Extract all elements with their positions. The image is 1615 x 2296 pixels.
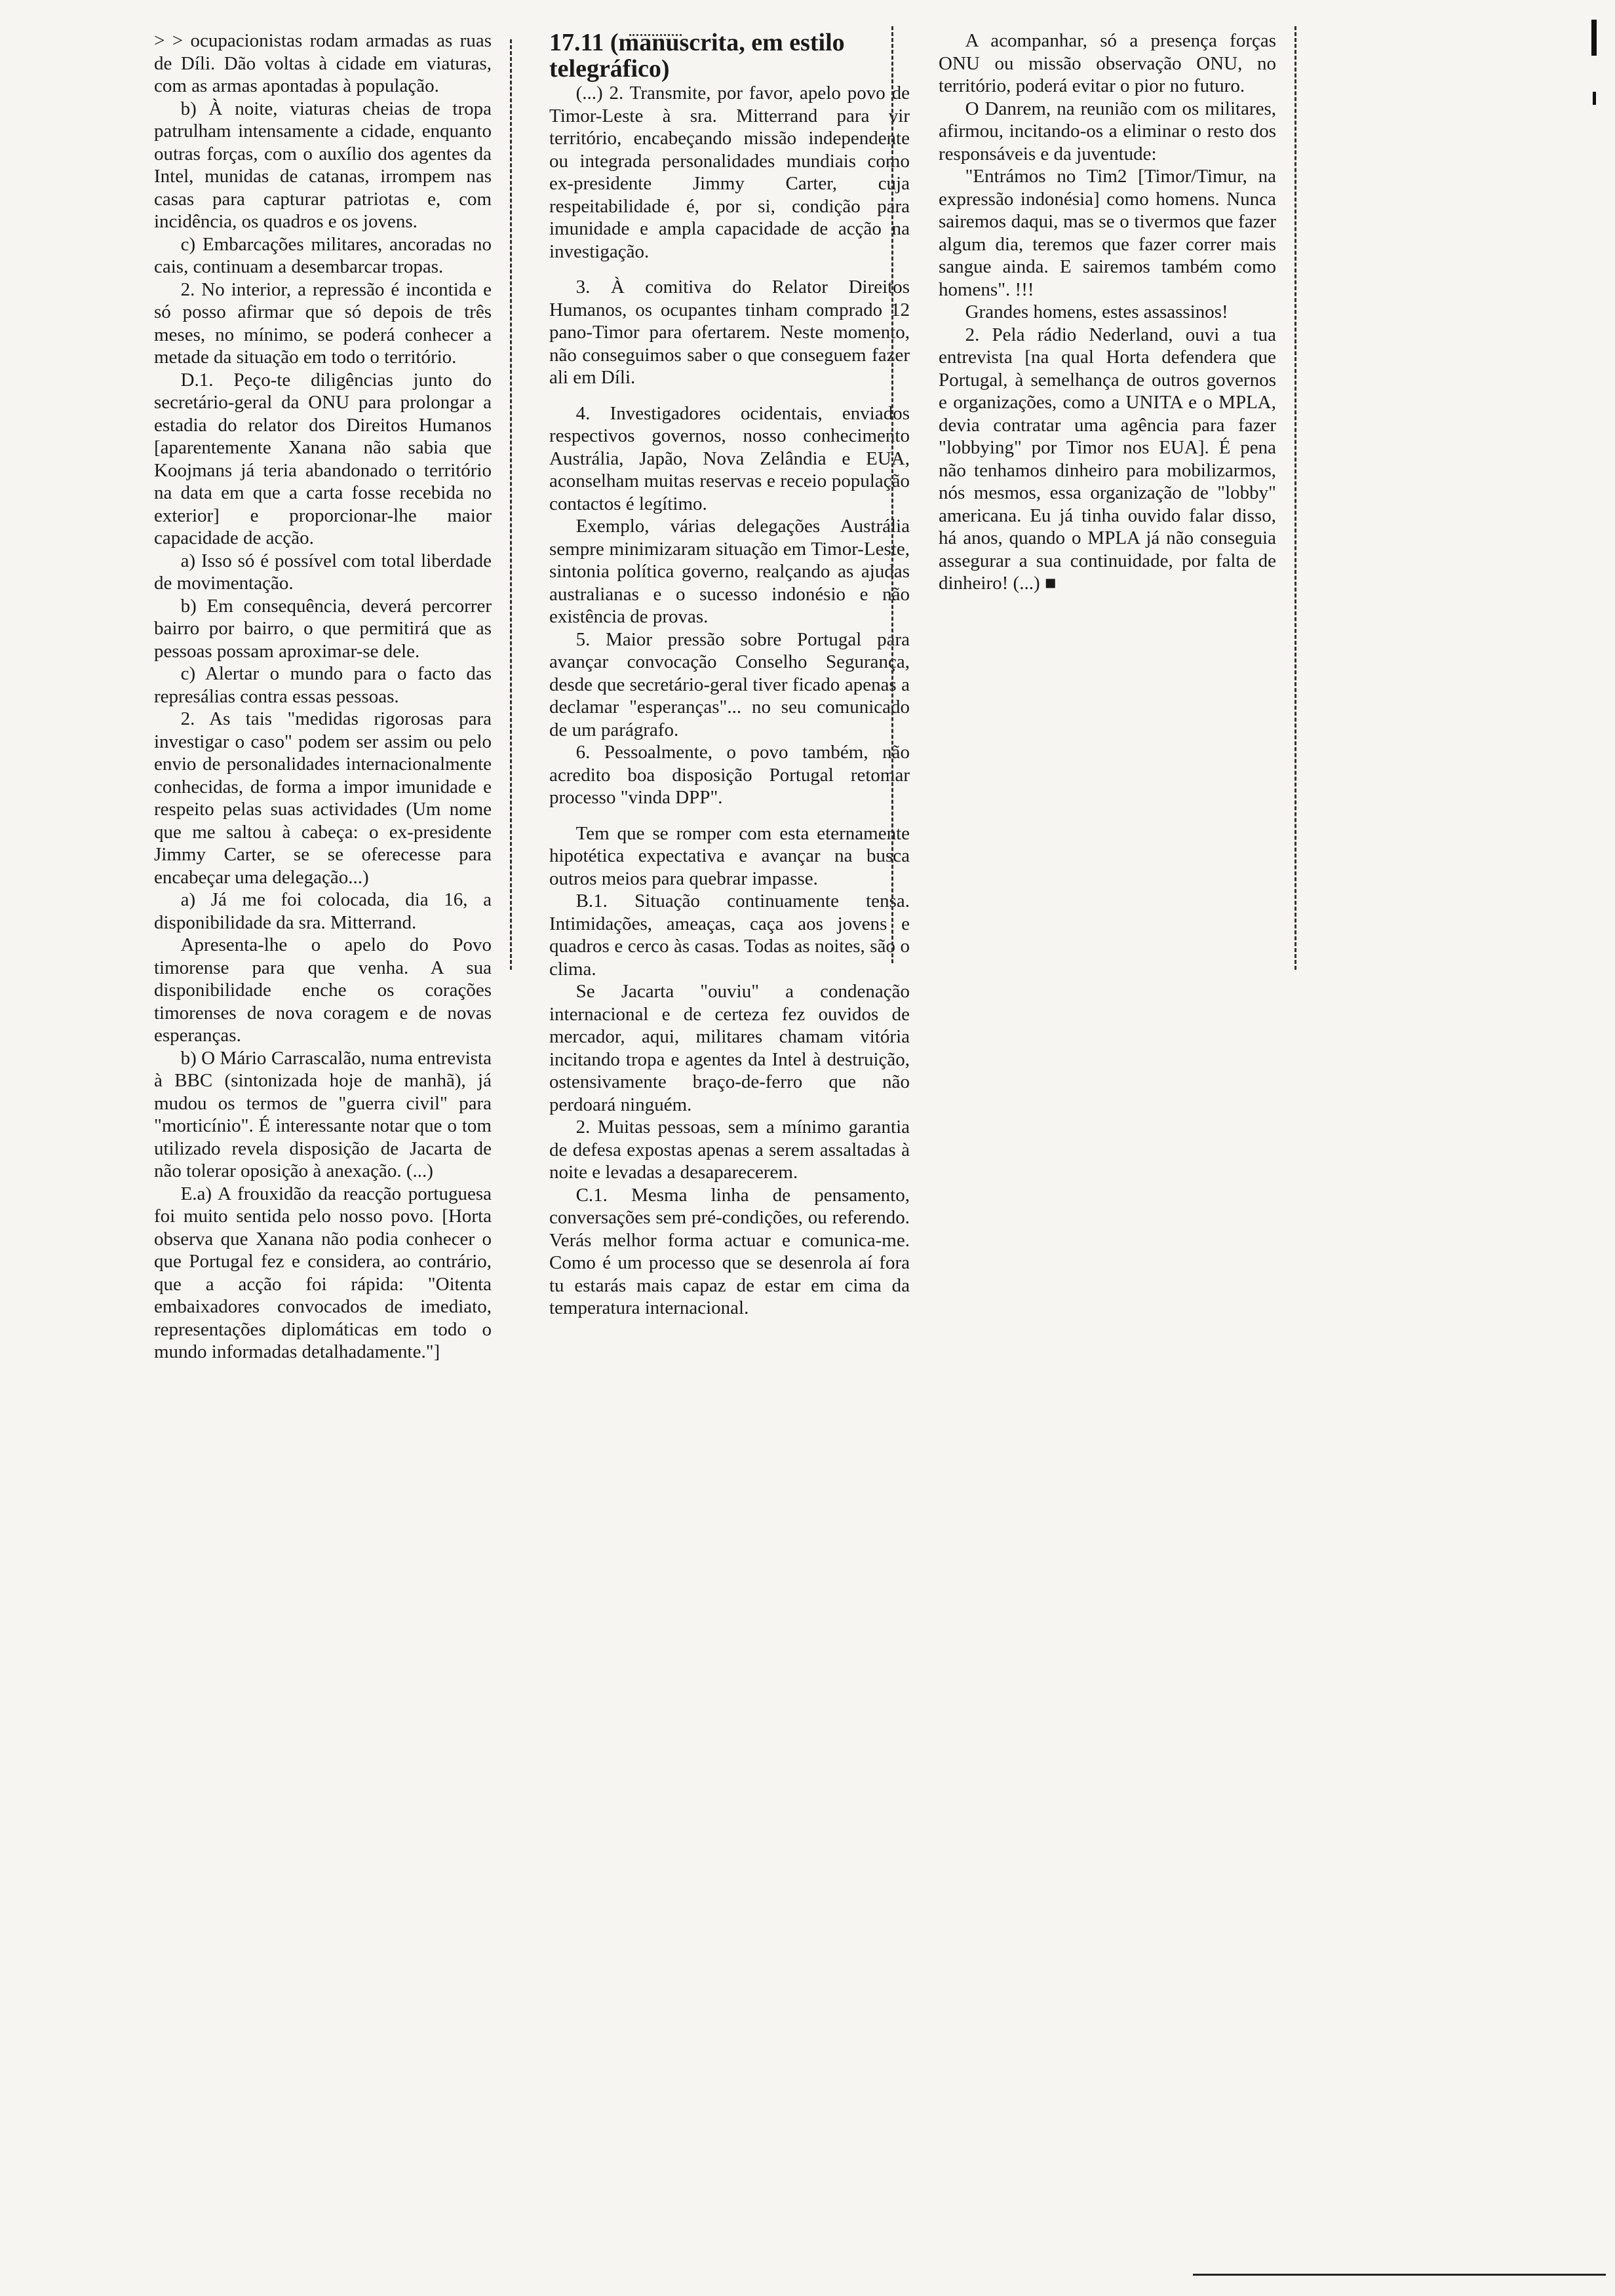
paragraph: "Entrámos no Tim2 [Timor/Timur, na expressão indonésia] como homens. Nunca sairemos daqui, mas se o tivermos que fazer algum dia, teremos que fazer correr mais sangue ainda. E sairemos também como homens". !!! [939,166,1276,300]
paragraph: 3. À comitiva do Relator Direitos Humanos, os ocupantes tinham comprado 12 pano-Timor para ofertarem. Neste momento, não conseguimos saber o que conseguem fazer ali em Díli. [549,277,910,388]
paragraph: 5. Maior pressão sobre Portugal para avançar convocação Conselho Segurança, desde que secretário-geral tiver ficado apenas a declamar "esperanças"... no seu comunicado de um parágrafo. [549,628,910,740]
paragraph: 2. As tais "medidas rigorosas para investigar o caso" podem ser assim ou pelo envio de personalidades internacionalmente conhecidas, de forma a impor imunidade e respeito pelas suas actividades (Um nome que me saltou à cabeça: o ex-presidente Jimmy Carter, se se oferecesse para encabeçar uma delegação...) [154,708,492,888]
paragraph: A acompanhar, só a presença forças ONU ou missão observação ONU, no território, poderá evitar o pior no futuro. [939,30,1276,96]
paragraph: Exemplo, várias delegações Austrália sempre minimizaram situação em Timor-Leste, sintonia política governo, realçando as ajudas australianas e o sucesso indonésio e não existência de provas. [549,516,910,627]
paragraph: (...) 2. Transmite, por favor, apelo povo de Timor-Leste à sra. Mitterrand para vir território, encabeçando missão independente ou integrada personalidades mundiais como ex-presidente Jimmy Carter, cuja respeitabilidade é, por si, condição para imunidade e ampla capacidade de acção na investigação. [549,83,910,262]
section-heading: 17.11 (manuscrita, em estilo telegráfico) [549,29,845,83]
text-column-2 [549,29,910,1320]
text-column-3 [939,29,1276,595]
paragraph: 2. No interior, a repressão é incontida e só posso afirmar que só depois de três meses, no mínimo, se poderá conhecer a metade da situação em todo o território. [154,278,492,368]
text-column-1 [154,29,492,1364]
paragraph: c) Alertar o mundo para o facto das represálias contra essas pessoas. [154,663,492,707]
paragraph: b) Em consequência, deverá percorrer bairro por bairro, o que permitirá que as pessoas possam aproximar-se dele. [154,595,492,662]
footer-rule [1193,2274,1606,2276]
paragraph: Tem que se romper com esta eternamente hipotética expectativa e avançar na busca outros meios para quebrar impasse. [549,822,910,889]
paragraph: b) O Mário Carrascalão, numa entrevista à BBC (sintonizada hoje de manhã), já mudou os termos de "guerra civil" para "morticínio". É interessante notar que o tom utilizado revela disposição de Jacarta de não tolerar oposição à anexação. (...) [154,1047,492,1181]
paragraph: E.a) A frouxidão da reacção portuguesa foi muito sentida pelo nosso povo. [Horta observa que Xanana não podia conhecer o que Portugal fez e considera, ao contrário, que a acção foi rápida: "Oitenta embaixadores convocados de imediato, representações diplomáticas em todo o mundo informadas detalhadamente."] [154,1183,492,1362]
paragraph: O Danrem, na reunião com os militares, afirmou, incitando-os a eliminar o resto dos responsáveis e da juventude: [939,98,1276,164]
paragraph: D.1. Peço-te diligências junto do secretário-geral da ONU para prolongar a estadia do relator dos Direitos Humanos [aparentemente Xanana não sabia que Koojmans já teria abandonado o território na data em que a carta fosse recebida no exterior] e proporcionar-lhe maior capacidade de acção. [154,369,492,548]
paragraph: Se Jacarta "ouviu" a condenação internacional e de certeza fez ouvidos de mercador, aqui, militares chamam vitória incitando tropa e agentes da Intel à destruição, ostensivamente braço-de-ferro que não perdoará ninguém. [549,981,910,1115]
paragraph: 4. Investigadores ocidentais, enviados respectivos governos, nosso conhecimento Austrália, Japão, Nova Zelândia e EUA, aconselham muitas reservas e receio população contactos é legítimo. [549,402,910,514]
paragraph: a) Isso só é possível com total liberdade de movimentação. [154,550,492,594]
scan-edge-mark [1593,92,1596,105]
paragraph: b) À noite, viaturas cheias de tropa patrulham intensamente a cidade, enquanto outras forças, com o auxílio dos agentes da Intel, munidas de catanas, irrompem nas casas para capturar patriotas e, com incidência, os quadros e os jovens. [154,98,492,232]
column-divider [1294,26,1296,970]
paragraph: Grandes homens, estes assassinos! [965,301,1228,322]
column-divider [510,39,512,970]
paragraph: Apresenta-lhe o apelo do Povo timorense para que venha. A sua disponibilidade enche os corações timorenses de nova coragem e de novas esperanças. [154,934,492,1046]
paragraph: 6. Pessoalmente, o povo também, não acredito boa disposição Portugal retomar processo "vinda DPP". [549,742,910,808]
paragraph: c) Embarcações militares, ancoradas no cais, continuam a desembarcar tropas. [154,233,492,277]
paragraph: > > ocupacionistas rodam armadas as ruas de Díli. Dão voltas à cidade em viaturas, com as armas apontadas à população. [154,30,492,96]
column-divider [891,26,893,963]
paragraph: C.1. Mesma linha de pensamento, conversações sem pré-condições, ou referendo. Verás melhor forma actuar e comunica-me. Como é um processo que se desenrola aí fora tu estarás mais capaz de estar em cima da temperatura internacional. [549,1184,910,1318]
paragraph: 2. Pela rádio Nederland, ouvi a tua entrevista [na qual Horta defendera que Portugal, à semelhança de outros governos e organizações, como a UNITA e o MPLA, devia contratar uma agência para fazer "lobbying" por Timor nos EUA]. É pena não tenhamos dinheiro para mobilizarmos, nós mesmos, essa organização de "lobby" americana. Eu já tinha ouvido falar disso, há anos, quando o MPLA já não conseguia assegurar a sua continuidade, por falta de dinheiro! (...) ■ [939,324,1276,594]
scan-edge-mark [1591,20,1597,56]
paragraph: B.1. Situação continuamente tensa. Intimidações, ameaças, caça aos jovens e quadros e cerco às casas. Todas as noites, são o clima. [549,890,910,980]
paragraph: a) Já me foi colocada, dia 16, a disponibilidade da sra. Mitterrand. [154,889,492,933]
paragraph: 2. Muitas pessoas, sem a mínimo garantia de defesa expostas apenas a serem assaltadas à noite e levadas a desaparecerem. [549,1117,910,1183]
